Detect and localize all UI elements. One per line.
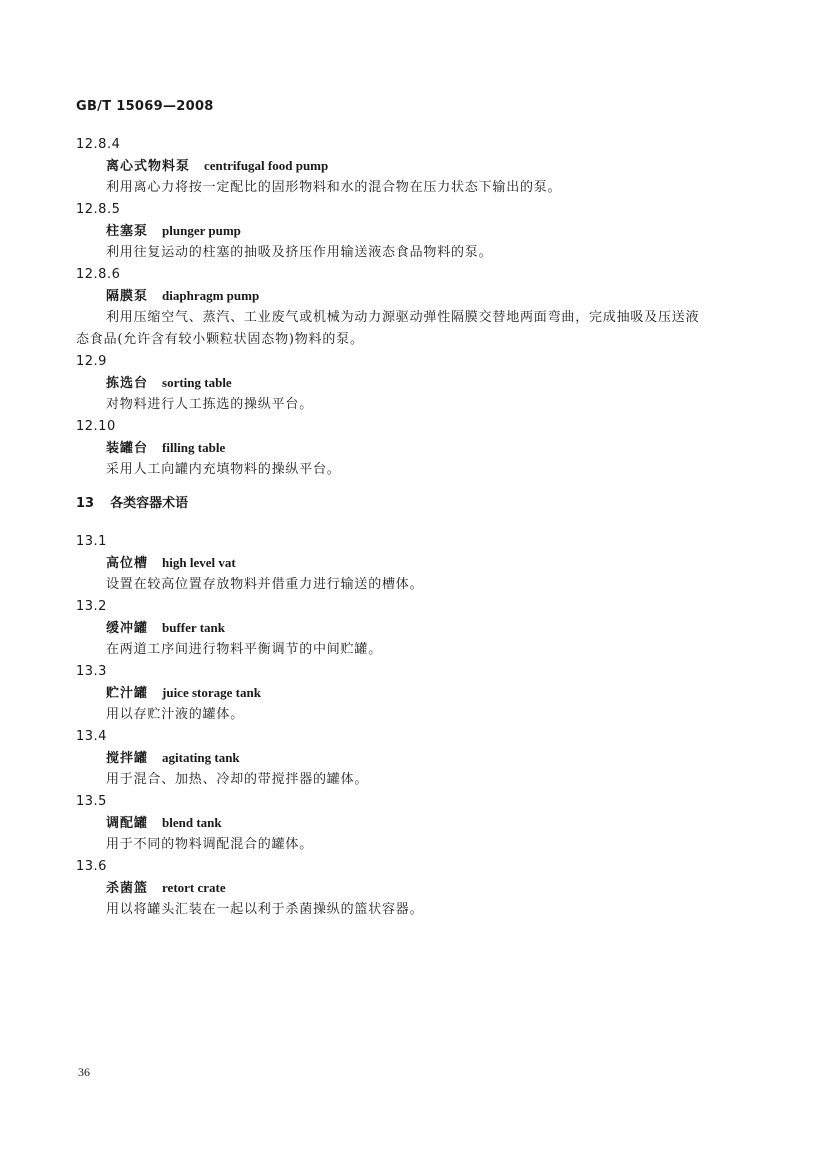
entry-definition: 用于不同的物料调配混合的罐体。 [106, 837, 314, 852]
entry-number: 12.9 [76, 354, 107, 369]
entry-13-3 [76, 661, 756, 726]
entry-term [106, 552, 756, 574]
entry-13-1 [76, 531, 756, 596]
entry-number: 12.8.6 [76, 267, 121, 282]
entry-13-6 [76, 856, 756, 921]
entry-number: 13.3 [76, 664, 107, 679]
section-heading [76, 491, 756, 531]
term-chinese: 柱塞泵 [106, 224, 149, 239]
entry-definition-line-1: 利用压缩空气、蒸汽、工业废气或机械为动力源驱动弹性隔膜交替地两面弯曲，完成抽吸及压送液 [106, 310, 700, 325]
term-english: centrifugal food pump [204, 158, 329, 173]
entry-definition: 用于混合、加热、冷却的带搅拌器的罐体。 [106, 772, 369, 787]
entry-number: 12.8.4 [76, 137, 121, 152]
section-title: 各类容器术语 [110, 496, 189, 511]
entry-number: 12.10 [76, 419, 116, 434]
entry-number: 13.5 [76, 794, 107, 809]
entry-term [106, 220, 756, 242]
entry-number: 13.1 [76, 534, 107, 549]
entry-term [106, 877, 756, 899]
entry-definition: 用以将罐头汇装在一起以利于杀菌操纵的篮状容器。 [106, 902, 424, 917]
entry-definition: 在两道工序间进行物料平衡调节的中间贮罐。 [106, 642, 383, 657]
entry-term [106, 682, 756, 704]
entry-12-8-6 [76, 264, 756, 351]
entry-13-2 [76, 596, 756, 661]
term-chinese: 调配罐 [106, 816, 149, 831]
entry-term [106, 285, 756, 307]
entry-13-5 [76, 791, 756, 856]
entry-definition: 对物料进行人工拣选的操纵平台。 [106, 397, 314, 412]
entry-13-4 [76, 726, 756, 791]
term-chinese: 拣选台 [106, 376, 149, 391]
term-english: filling table [162, 440, 226, 455]
term-chinese: 隔膜泵 [106, 289, 149, 304]
entry-number: 13.6 [76, 859, 107, 874]
entry-term [106, 155, 756, 177]
term-english: agitating tank [162, 750, 240, 765]
term-english: plunger pump [162, 223, 241, 238]
entry-12-10 [76, 416, 756, 481]
entry-number: 12.8.5 [76, 202, 121, 217]
entry-definition: 设置在较高位置存放物料并借重力进行输送的槽体。 [106, 577, 424, 592]
term-chinese: 装罐台 [106, 441, 149, 456]
term-english: juice storage tank [162, 685, 261, 700]
term-english: high level vat [162, 555, 236, 570]
entry-definition-line-2: 态食品(允许含有较小颗粒状固态物)物料的泵。 [76, 332, 364, 347]
entry-term [106, 437, 756, 459]
term-chinese: 贮汁罐 [106, 686, 149, 701]
entry-number: 13.2 [76, 599, 107, 614]
entry-definition: 用以存贮汁液的罐体。 [106, 707, 245, 722]
entry-definition: 利用往复运动的柱塞的抽吸及挤压作用输送液态食品物料的泵。 [106, 245, 493, 260]
entry-number: 13.4 [76, 729, 107, 744]
entry-definition: 利用离心力将按一定配比的固形物料和水的混合物在压力状态下输出的泵。 [106, 180, 562, 195]
term-english: blend tank [162, 815, 222, 830]
entry-definition: 采用人工向罐内充填物料的操纵平台。 [106, 462, 341, 477]
term-chinese: 高位槽 [106, 556, 149, 571]
term-english: retort crate [162, 880, 226, 895]
entry-12-8-5 [76, 199, 756, 264]
document-body [76, 134, 756, 921]
term-english: sorting table [162, 375, 232, 390]
standard-code: GB/T 15069—2008 [76, 99, 214, 114]
entry-12-9 [76, 351, 756, 416]
term-chinese: 杀菌篮 [106, 881, 149, 896]
entry-term [106, 617, 756, 639]
term-chinese: 缓冲罐 [106, 621, 149, 636]
entry-12-8-4 [76, 134, 756, 199]
page-number: 36 [78, 1065, 90, 1079]
entry-term [106, 372, 756, 394]
section-number: 13 [76, 496, 95, 511]
term-english: diaphragm pump [162, 288, 260, 303]
term-chinese: 搅拌罐 [106, 751, 149, 766]
term-chinese: 离心式物料泵 [106, 159, 191, 174]
entry-term [106, 812, 756, 834]
entry-term [106, 747, 756, 769]
term-english: buffer tank [162, 620, 225, 635]
